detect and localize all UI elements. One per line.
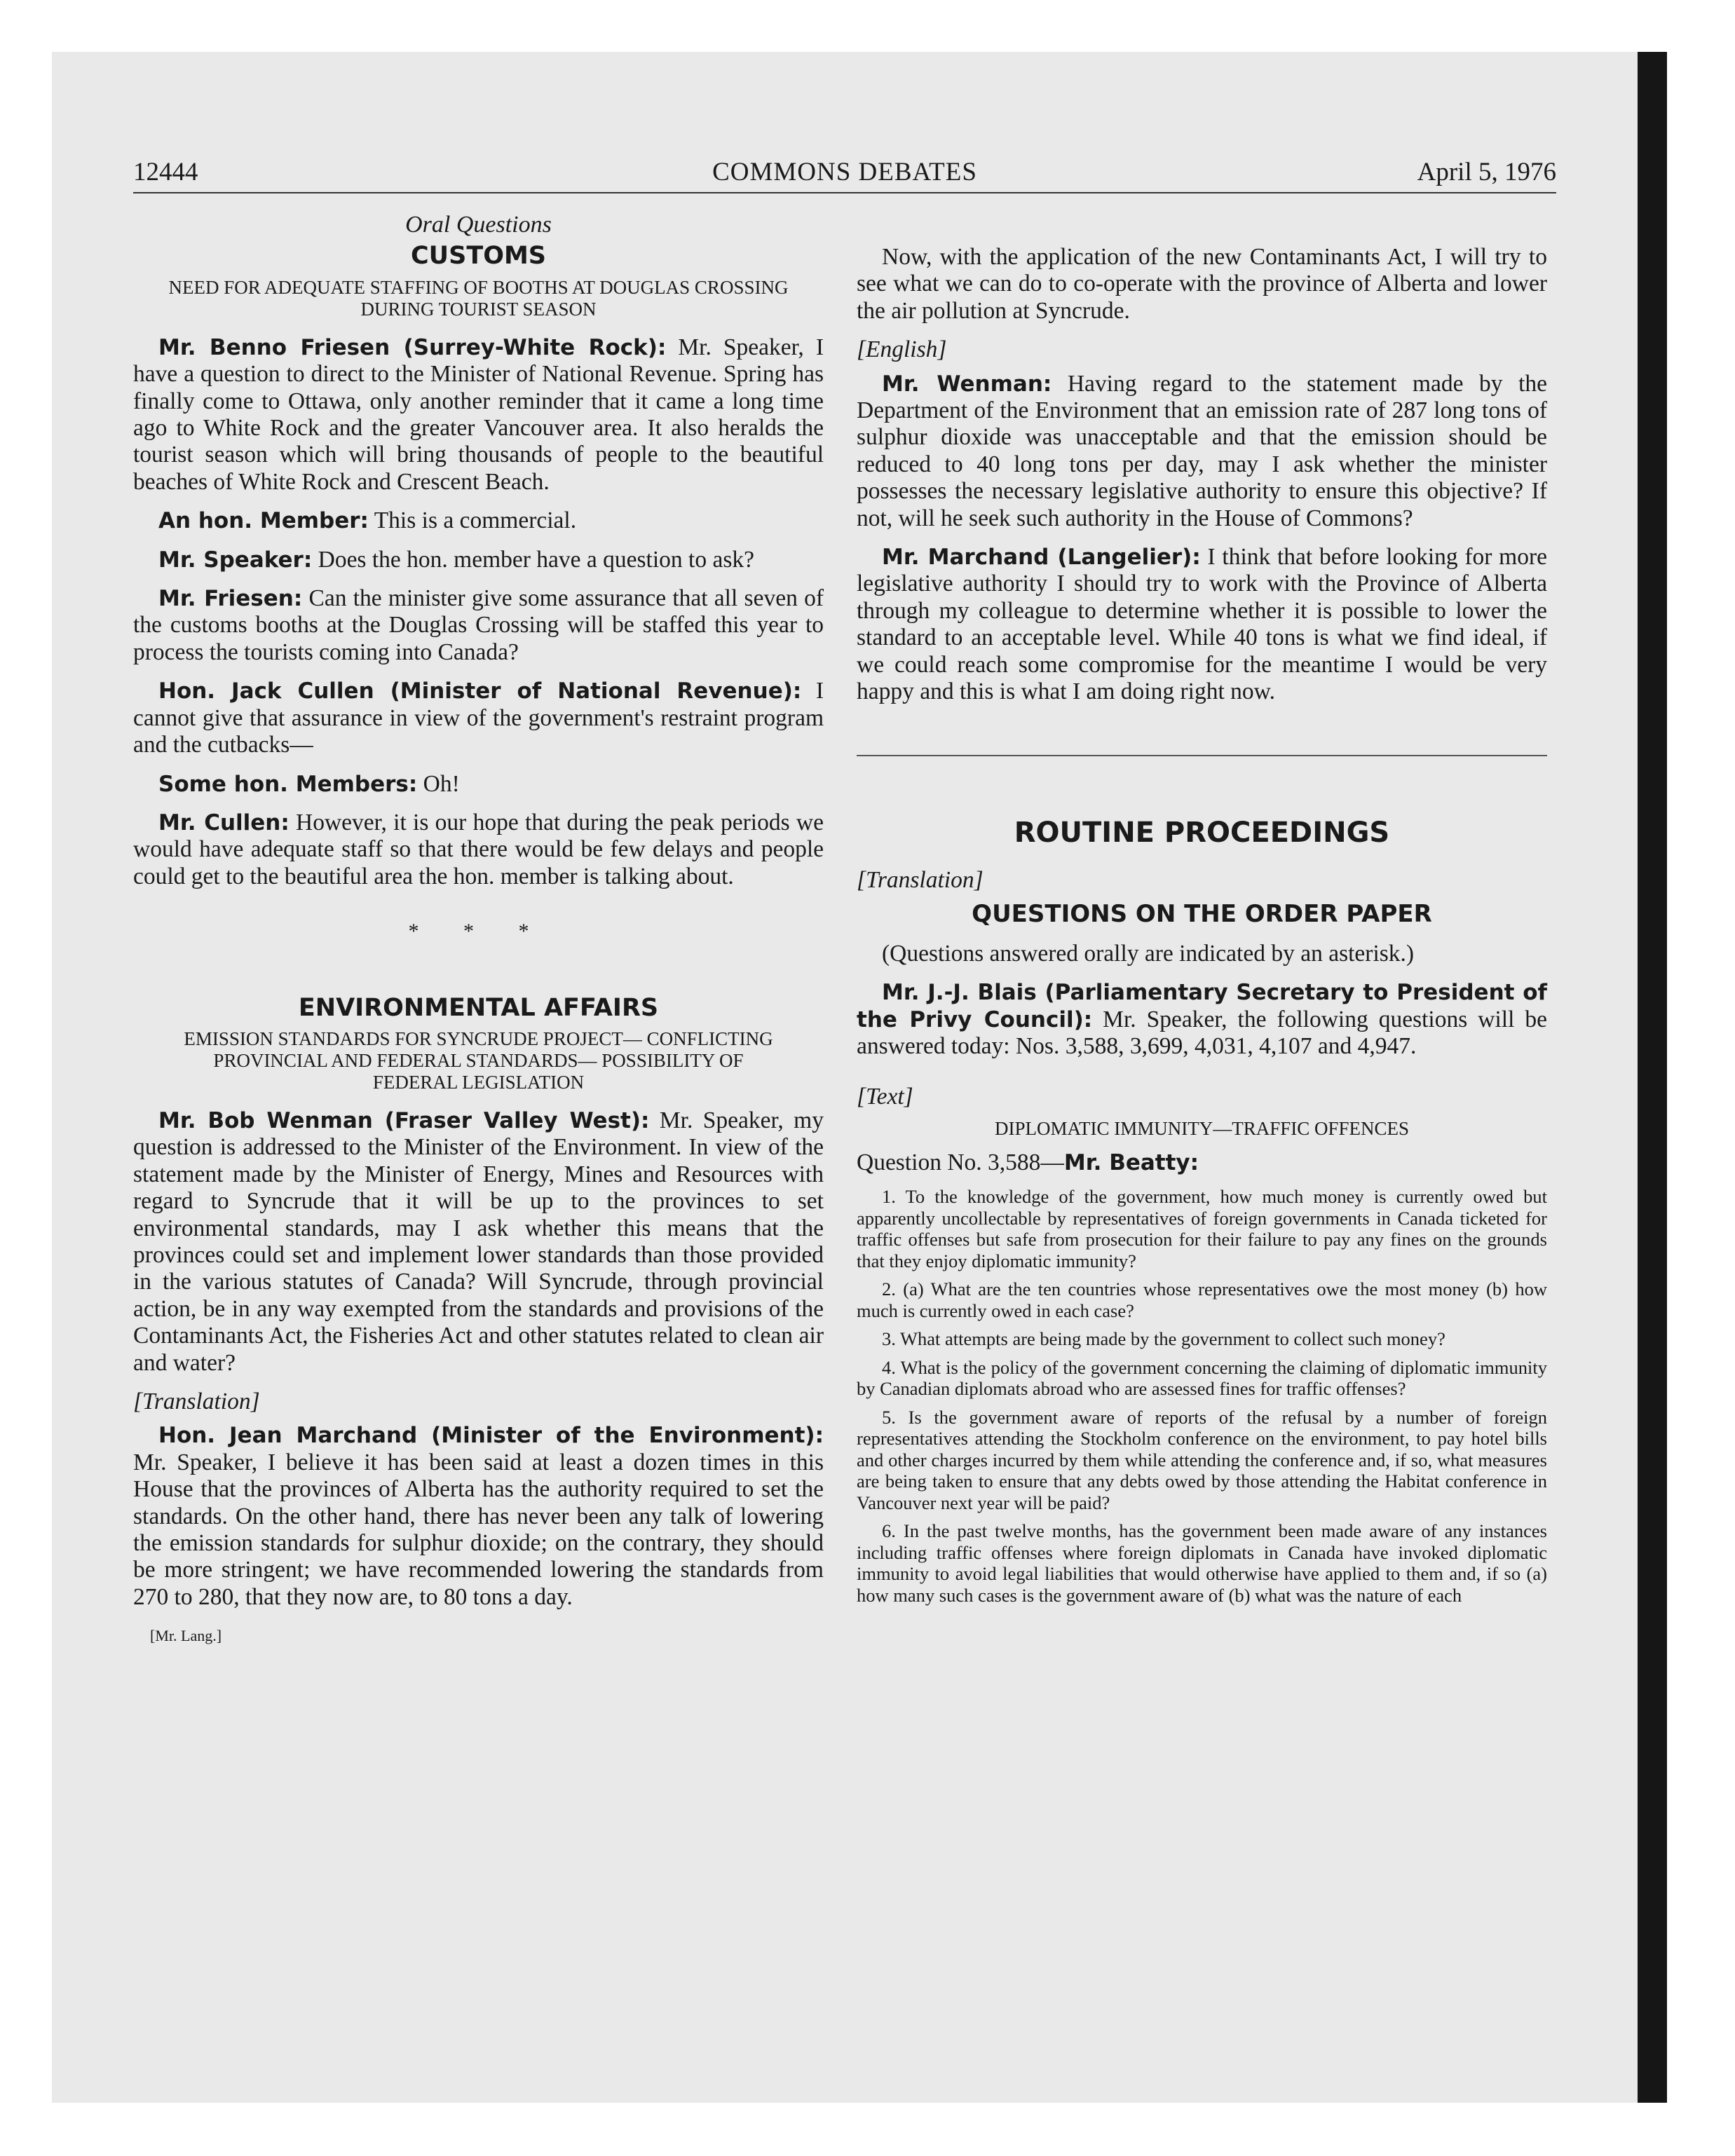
paragraph: Now, with the application of the new Contaminants Act, I will try to see what we can do to co-operate with the province of Alberta and lower the air pollution at Syncrude. [857,244,1547,324]
paragraph: Hon. Jean Marchand (Minister of the Environment): Mr. Speaker, I believe it has been said at least a dozen times in this House that the provinces of Alberta has the authority required to set the standards. On the other hand, there has never been any talk of lowering the emission standards for sulphur dioxide; on the contrary, they should be more stringent; we have recommended lowering the standards from 270 to 280, that they now are, to 80 tons a day. [133,1423,824,1610]
language-tag: [English] [857,336,947,363]
paragraph: Mr. J.-J. Blais (Parliamentary Secretary to President of the Privy Council): Mr. Speaker, the following questions will be answered today: Nos. 3,588, 3,699, 4,031, 4,107 and 4,947. [857,980,1547,1059]
paragraph: Mr. Wenman: Having regard to the statement made by the Department of the Environment that an emission rate of 287 long tons of sulphur dioxide was unacceptable and that the emission should be reduced to 40 long tons per day, may I ask whether the minister possesses the necessary legislative authority to ensure this objective? If not, will he seek such authority in the House of Commons? [857,370,1548,531]
speaker-name: Mr. Benno Friesen (Surrey-White Rock): [158,334,667,360]
speaker-name: Mr. Speaker: [158,547,313,573]
paragraph: Mr. Bob Wenman (Fraser Valley West): Mr. Speaker, my question is addressed to the Minister of the Environment. In view of the statement made by the Minister of Energy, Mines and Resources with regard to Syncrude that it will be up to the provinces to set environmental standards, may I ask whether this means that the provinces could set and implement lower standards than those provided in the various statutes of Canada? Will Syncrude, through provincial action, be in any way exempted from the standards and provisions of the Contaminants Act, the Fisheries Act and other statutes related to clean air and water? [133,1107,824,1376]
paragraph: Hon. Jack Cullen (Minister of National Revenue): I cannot give that assurance in view of the government's restraint program and the cutbacks— [133,678,824,758]
speaker-name: Mr. Marchand (Langelier): [882,545,1201,571]
customs-subheading: NEED FOR ADEQUATE STAFFING OF BOOTHS AT DOUGLAS CROSSING DURING TOURIST SEASON [168,276,789,320]
speaker-name: Hon. Jack Cullen (Minister of National Revenue): [158,678,802,704]
question-item: 3. What attempts are being made by the government to collect such money? [882,1328,1445,1350]
routine-proceedings-heading: ROUTINE PROCEEDINGS [1014,816,1390,849]
running-header [133,154,1556,193]
document-page [133,154,1556,1949]
immunity-heading: DIPLOMATIC IMMUNITY—TRAFFIC OFFENCES [994,1117,1410,1139]
left-column [133,209,824,1650]
speaker-name: Mr. Bob Wenman (Fraser Valley West): [158,1107,650,1133]
scan-edge-shadow [1638,52,1667,2103]
paragraph: An hon. Member: This is a commercial. [158,507,577,534]
question-number: Question No. 3,588—Mr. Beatty: [857,1149,1199,1175]
footer-note: [Mr. Lang.] [150,1627,222,1645]
paragraph: Mr. Friesen: Can the minister give some assurance that all seven of the customs booths at the Douglas Crossing will be staffed this year to process the tourists coming into Canada? [133,585,824,665]
page-number: 12444 [133,158,198,186]
question-item: 4. What is the policy of the government concerning the claiming of diplomatic immunity by Canadian diplomats abroad who are assessed fines for traffic offenses? [857,1356,1547,1400]
speaker-name: Mr. J.-J. Blais (Parliamentary Secretary to President of the Privy Council): [857,980,1547,1032]
page-date: April 5, 1976 [1417,158,1556,186]
language-tag: [Translation] [133,1389,260,1414]
paragraph: Mr. Cullen: However, it is our hope that during the peak periods we would have adequate staff so that there would be few delays and people could get to the beautiful area the hon. member is talking about. [133,809,824,889]
customs-heading: CUSTOMS [411,242,546,271]
speaker-name: Mr. Cullen: [158,810,290,835]
question-item: 1. To the knowledge of the government, how much money is currently owed but apparently uncollectable by representatives of foreign governments in Canada ticketed for traffic offenses but safe from prosecution for their failure to pay any fines on the grounds that they enjoy diplomatic immunity? [857,1186,1547,1271]
section-break-stars: * * * [408,920,549,943]
language-tag: [Translation] [857,866,984,893]
question-item: 2. (a) What are the ten countries whose representatives owe the most money (b) how much is currently owed in each case? [857,1278,1547,1321]
language-tag: [Text] [857,1084,913,1110]
header-rule [133,192,1556,193]
order-paper-heading: QUESTIONS ON THE ORDER PAPER [972,900,1432,929]
environment-subheading: EMISSION STANDARDS FOR SYNCRUDE PROJECT— CONFLICTING PROVINCIAL AND FEDERAL STANDARDS— POSSIBILITY OF FEDERAL LEGISLATION [184,1028,773,1093]
speaker-name: Mr. Beatty: [1063,1149,1199,1175]
environment-heading: ENVIRONMENTAL AFFAIRS [298,993,659,1022]
section-divider [857,755,1547,756]
speaker-name: Some hon. Members: [158,771,418,797]
paragraph: Mr. Speaker: Does the hon. member have a question to ask? [158,546,754,573]
paragraph: Mr. Marchand (Langelier): I think that before looking for more legislative authority I should try to work with the Province of Alberta through my colleague to determine whether it is possible to lower the standard to an acceptable level. While 40 tons is what we find ideal, if we could reach some compromise for the meantime I would be very happy and this is what I am doing right now. [857,544,1548,705]
speaker-name: Hon. Jean Marchand (Minister of the Environment): [158,1423,824,1449]
question-item: 5. Is the government aware of reports of the refusal by a number of foreign representatives attending the Stockholm conference on the environment, to pay hotel bills and other charges incurred by them while attending the conference and, if so, what measures are being taken to ensure that any debts owed by those attending the Habitat conference in Vancouver next year will be paid? [857,1406,1547,1513]
paragraph: (Questions answered orally are indicated by an asterisk.) [882,940,1415,967]
publication-title: COMMONS DEBATES [712,158,977,186]
paragraph: Mr. Benno Friesen (Surrey-White Rock): Mr. Speaker, I have a question to direct to the Minister of National Revenue. Spring has finally come to Ottawa, only another reminder that it came a long time ago to White Rock and the greater Vancouver area. It also heralds the tourist season which will bring thousands of people to the beautiful beaches of White Rock and Crescent Beach. [133,334,824,495]
speaker-name: Mr. Friesen: [158,586,303,612]
speaker-name: Mr. Wenman: [882,371,1052,397]
paragraph: Some hon. Members: Oh! [158,770,460,797]
section-label: Oral Questions [405,212,552,238]
question-item: 6. In the past twelve months, has the government been made aware of any instances including traffic offenses where foreign diplomats in Canada have invoked diplomatic immunity to avoid legal liabilities that would otherwise have applied to them and, if so (a) how many such cases is the government aware of (b) what was the nature of each [857,1520,1547,1606]
right-column [857,244,1547,1613]
speaker-name: An hon. Member: [158,508,369,534]
